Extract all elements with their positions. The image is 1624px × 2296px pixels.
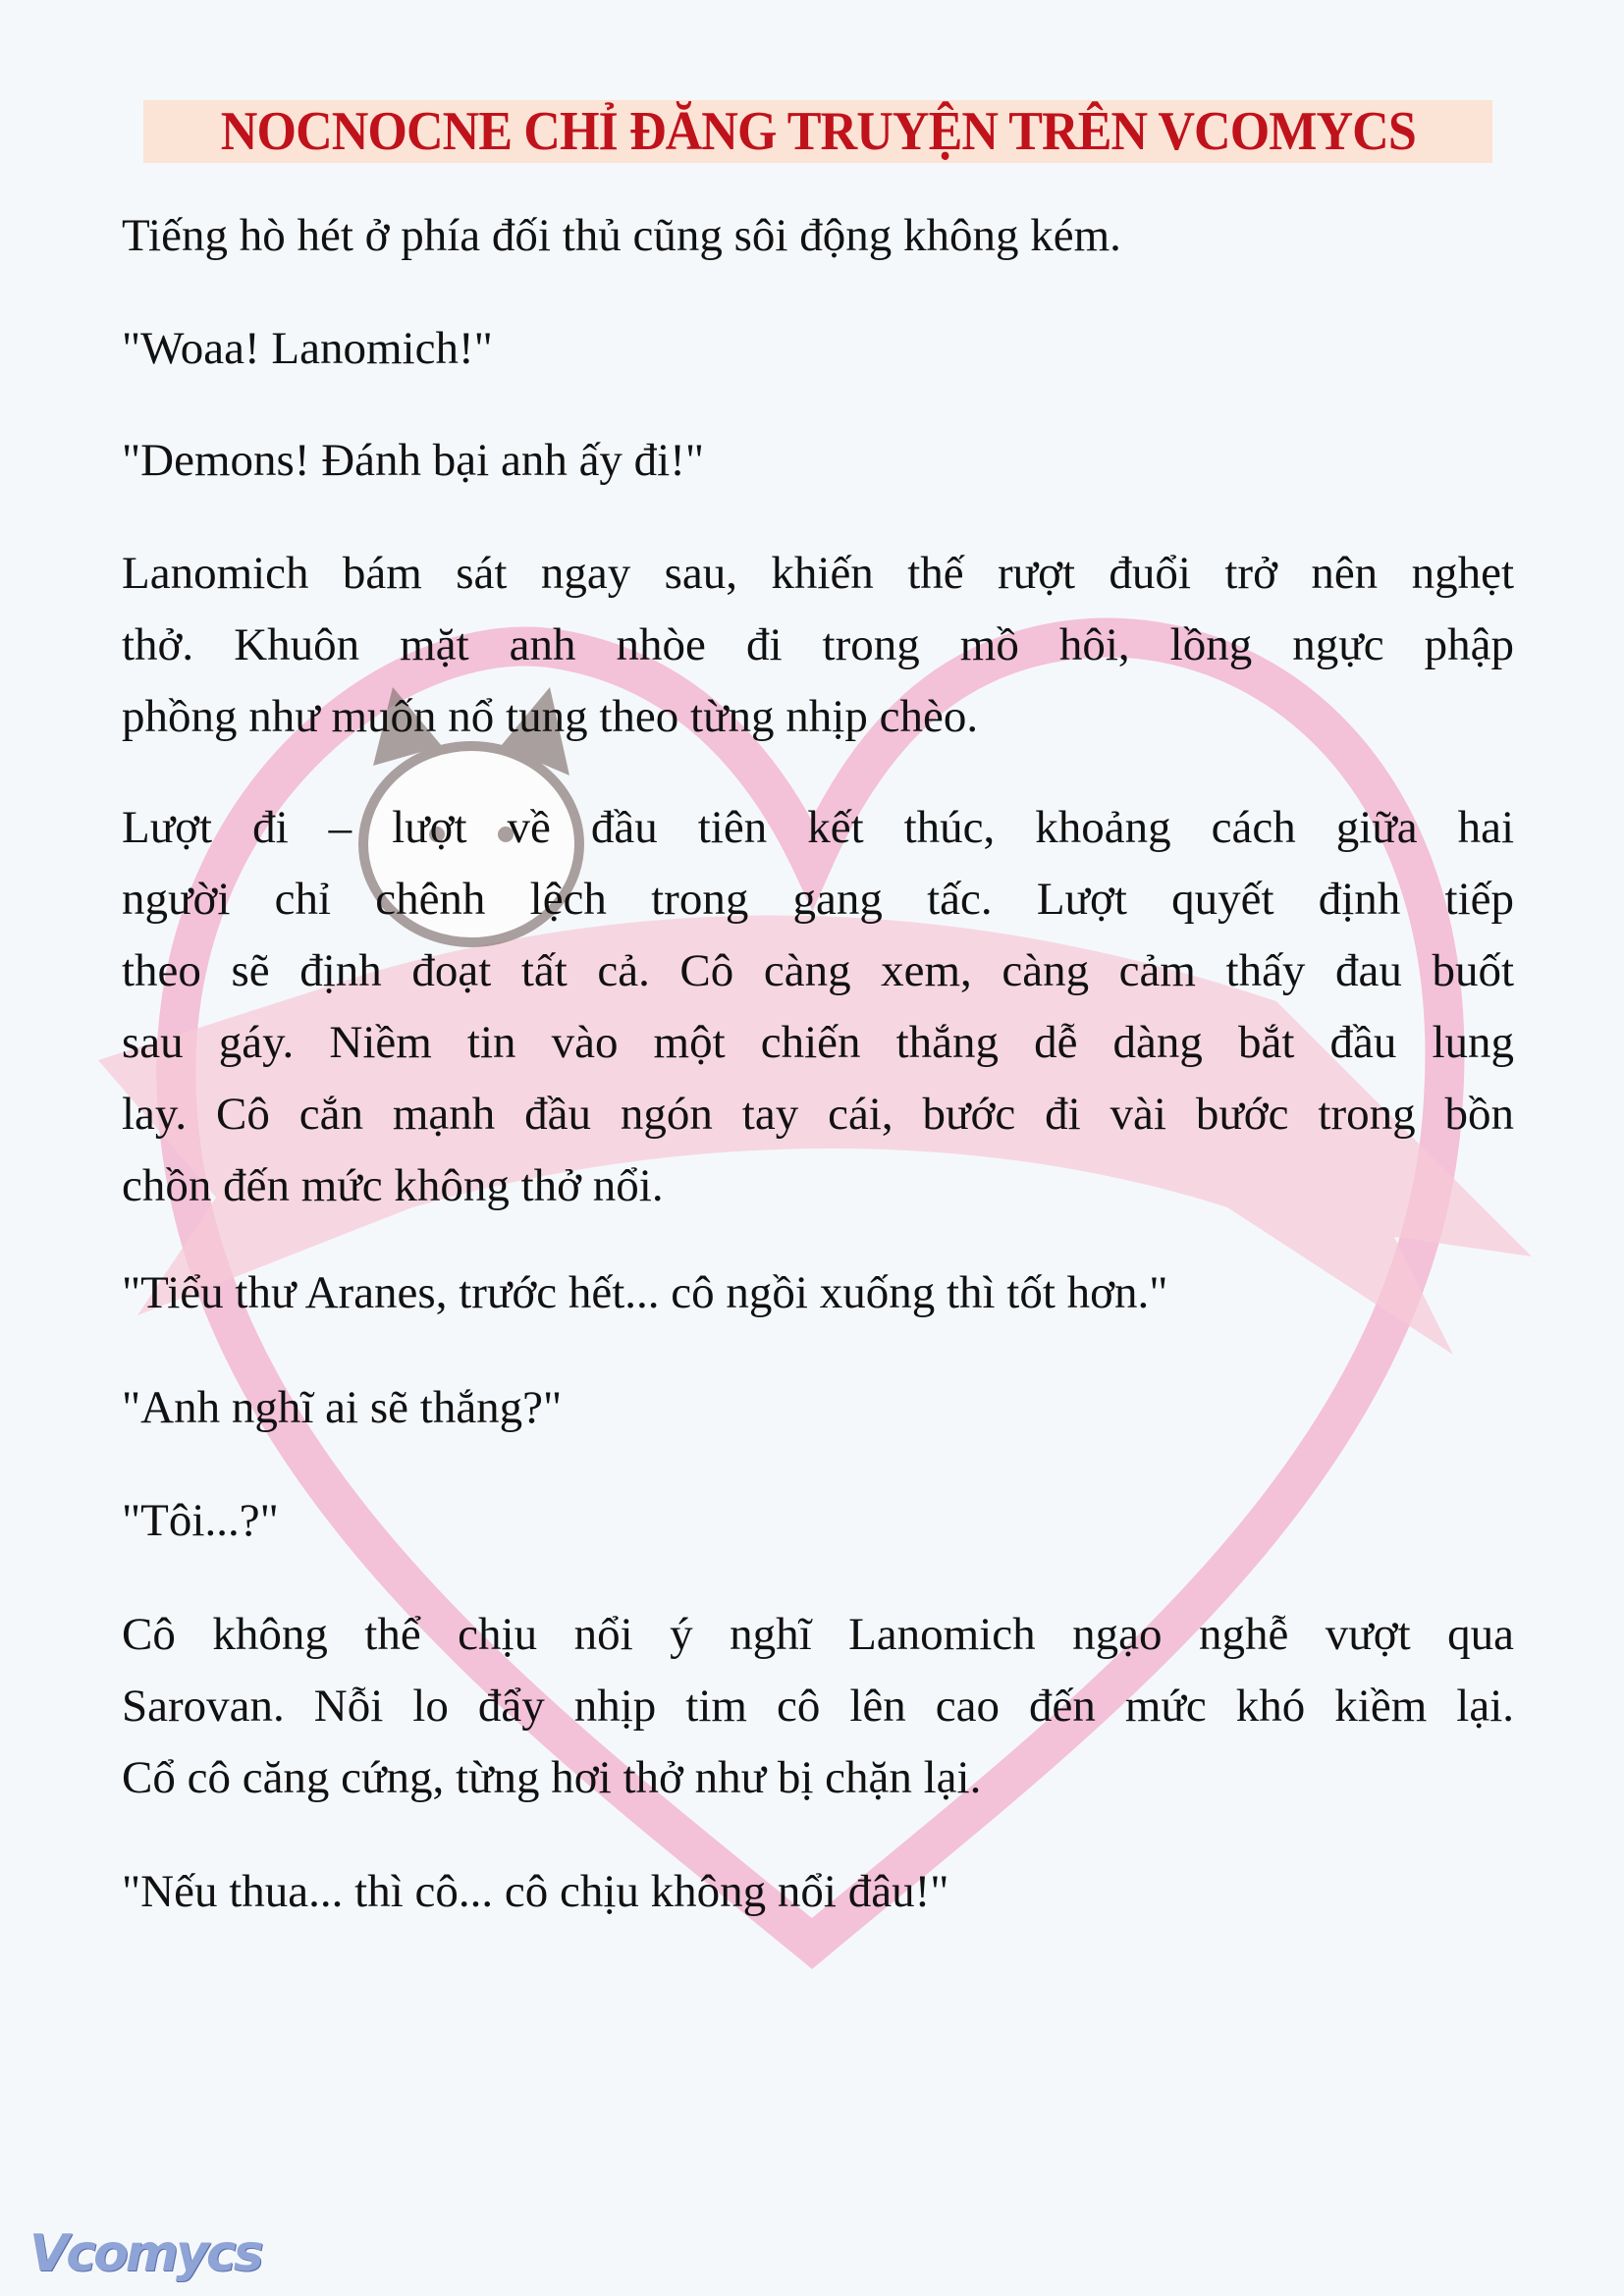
story-paragraph	[122, 792, 1514, 1222]
story-paragraph	[122, 1599, 1514, 1814]
paragraph-line: "Tôi...?"	[122, 1495, 279, 1546]
story-paragraph	[122, 200, 1514, 272]
paragraph-line: "Demons! Đánh bại anh ấy đi!"	[122, 435, 705, 486]
vcomycs-logo: Vcomycs	[29, 2224, 261, 2283]
paragraph-line: "Anh nghĩ ai sẽ thắng?"	[122, 1382, 563, 1433]
paragraph-line: "Tiểu thư Aranes, trước hết... cô ngồi xuống thì tốt hơn."	[122, 1267, 1168, 1318]
paragraph-line: người chỉ chênh lệch trong gang tấc. Lượt quyết định tiếp	[122, 874, 1514, 925]
story-paragraph	[122, 1856, 1514, 1928]
paragraph-line: chồn đến mức không thở nổi.	[122, 1160, 664, 1211]
paragraph-line: theo sẽ định đoạt tất cả. Cô càng xem, càng cảm thấy đau buốt	[122, 945, 1514, 996]
paragraph-line: "Nếu thua... thì cô... cô chịu không nổi đâu!"	[122, 1866, 949, 1917]
paragraph-line: lay. Cô cắn mạnh đầu ngón tay cái, bước đi vài bước trong bồn	[122, 1089, 1514, 1140]
story-paragraph	[122, 538, 1514, 753]
paragraph-line: Tiếng hò hét ở phía đối thủ cũng sôi động không kém.	[122, 210, 1121, 261]
paragraph-line: Cô không thể chịu nổi ý nghĩ Lanomich ngạo nghễ vượt qua	[122, 1609, 1514, 1660]
paragraph-line: "Woaa! Lanomich!"	[122, 323, 493, 374]
paragraph-line: Cổ cô căng cứng, từng hơi thở như bị chặn lại.	[122, 1752, 982, 1803]
paragraph-line: thở. Khuôn mặt anh nhòe đi trong mồ hôi, lồng ngực phập	[122, 619, 1514, 670]
paragraph-line: phồng như muốn nổ tung theo từng nhịp chèo.	[122, 691, 979, 742]
paragraph-line: Sarovan. Nỗi lo đẩy nhịp tim cô lên cao đến mức khó kiềm lại.	[122, 1681, 1514, 1732]
paragraph-line: Lượt đi – lượt về đầu tiên kết thúc, khoảng cách giữa hai	[122, 802, 1514, 853]
paragraph-line: sau gáy. Niềm tin vào một chiến thắng dễ dàng bắt đầu lung	[122, 1017, 1514, 1068]
story-paragraph	[122, 1257, 1514, 1329]
story-paragraph	[122, 313, 1514, 385]
paragraph-line: Lanomich bám sát ngay sau, khiến thế rượt đuổi trở nên nghẹt	[122, 548, 1514, 599]
story-paragraph	[122, 1372, 1514, 1444]
story-paragraph	[122, 1485, 1514, 1557]
page-title: NOCNOCNE CHỈ ĐĂNG TRUYỆN TRÊN VCOMYCS	[220, 101, 1416, 162]
title-banner	[143, 100, 1492, 163]
story-paragraph	[122, 425, 1514, 497]
